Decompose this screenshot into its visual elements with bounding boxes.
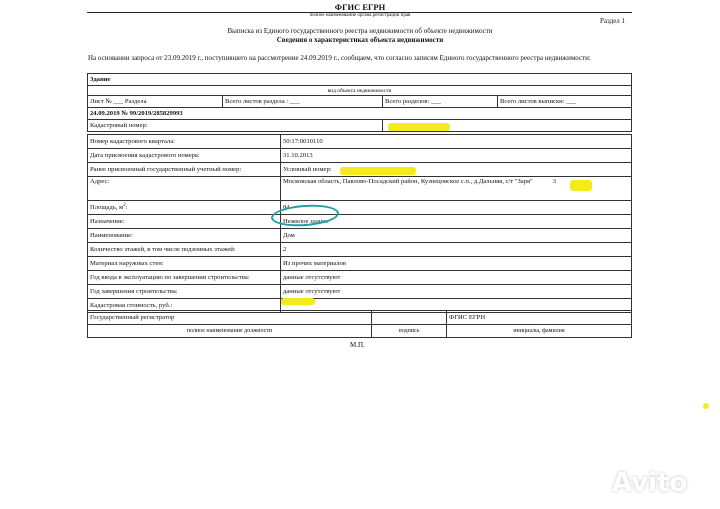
object-type-caption: вид объекта недвижимости [88, 86, 632, 96]
row-value: Условный номер: [281, 163, 632, 177]
table-row [88, 243, 632, 257]
position-caption: полное наименование должности [88, 325, 372, 338]
signature-table [87, 310, 632, 338]
row-value: 84 [281, 201, 632, 215]
sheets-total: Всего листов раздела : ___ [223, 96, 383, 108]
address-text: Московская область, Павлово-Посадский район, Кузнецовское с.п., д.Дальняя, с/т "Заря" [283, 178, 533, 185]
cadastral-number-label: Кадастровый номер: [88, 120, 383, 132]
document-heading: Сведения о характеристиках объекта недвижимости [276, 36, 444, 44]
name-caption: инициалы, фамилия [447, 325, 632, 338]
table-row [88, 271, 632, 285]
registrar-label: Государственный регистратор [88, 311, 372, 325]
registrar-value: ФГИС ЕГРН [447, 311, 632, 325]
registry-subtitle: полное наименование органа регистрации прав [309, 13, 411, 18]
table-row [88, 229, 632, 243]
row-label: Год ввода в эксплуатацию по завершении строительства: [88, 271, 281, 285]
marker-dot [703, 403, 709, 409]
object-type: Здание [88, 74, 632, 86]
intro-paragraph: На основании запроса от 23.09.2019 г., поступившего на рассмотрение 24.09.2019 г., сообщаем, что согласно записям Единого государственного реестра недвижимости: [88, 54, 591, 62]
table-row [88, 177, 632, 201]
row-value: 2 [281, 243, 632, 257]
avito-watermark-logo: Avito [612, 468, 688, 498]
signature-caption: подпись [372, 325, 447, 338]
table-row [88, 135, 632, 149]
object-header-table [87, 73, 632, 132]
conditional-number-redaction [340, 167, 416, 175]
row-label: Дата присвоения кадастрового номера: [88, 149, 281, 163]
cadastral-number-redaction [388, 123, 450, 131]
row-value: 50:17:0010110 [281, 135, 632, 149]
row-value: Нежилое здание [281, 215, 632, 229]
document-title: Выписка из Единого государственного реестра недвижимости об объекте недвижимости [227, 27, 493, 35]
cadastral-value-redaction [281, 298, 315, 305]
row-value: Дом [281, 229, 632, 243]
area-label: Площадь, м [90, 204, 124, 212]
extract-sheets-total: Всего листов выписки: ___ [498, 96, 632, 108]
table-row [88, 149, 632, 163]
row-label: Материал наружных стен: [88, 257, 281, 271]
stamp-place-label: М.П. [350, 341, 365, 349]
row-label: Ранее присвоенный государственный учетный номер: [88, 163, 281, 177]
registry-title: ФГИС ЕГРН [334, 2, 386, 12]
characteristics-table [87, 134, 632, 313]
row-value: данные отсутствуют [281, 271, 632, 285]
row-value: Из прочих материалов [281, 257, 632, 271]
signature-cell [372, 311, 447, 325]
section-label: Раздел 1 [600, 17, 626, 25]
row-label: Количество этажей, в том числе подземных этажей: [88, 243, 281, 257]
row-label: Адрес: [88, 177, 281, 201]
row-label: Год завершения строительства: [88, 285, 281, 299]
row-label: Номер кадастрового квартала: [88, 135, 281, 149]
row-label [88, 201, 281, 215]
address-redaction [570, 180, 592, 191]
area-label-colon: : [125, 204, 128, 212]
row-label: Назначение: [88, 215, 281, 229]
table-row [88, 257, 632, 271]
row-value: данные отсутствуют [281, 285, 632, 299]
table-row [88, 215, 632, 229]
area-unit-sup: 2 [123, 203, 126, 209]
address-tail: 3 [552, 178, 557, 185]
row-label: Наименование: [88, 229, 281, 243]
sheet-number: Лист № ___ Раздела [88, 96, 223, 108]
table-row [88, 201, 632, 215]
row-value: 31.10.2013 [281, 149, 632, 163]
table-row [88, 285, 632, 299]
row-label: Кадастровая стоимость, руб.: [88, 299, 281, 313]
sections-total: Всего разделов: ___ [383, 96, 498, 108]
record-number: 24.09.2019 № 99/2019/285829993 [88, 108, 632, 120]
